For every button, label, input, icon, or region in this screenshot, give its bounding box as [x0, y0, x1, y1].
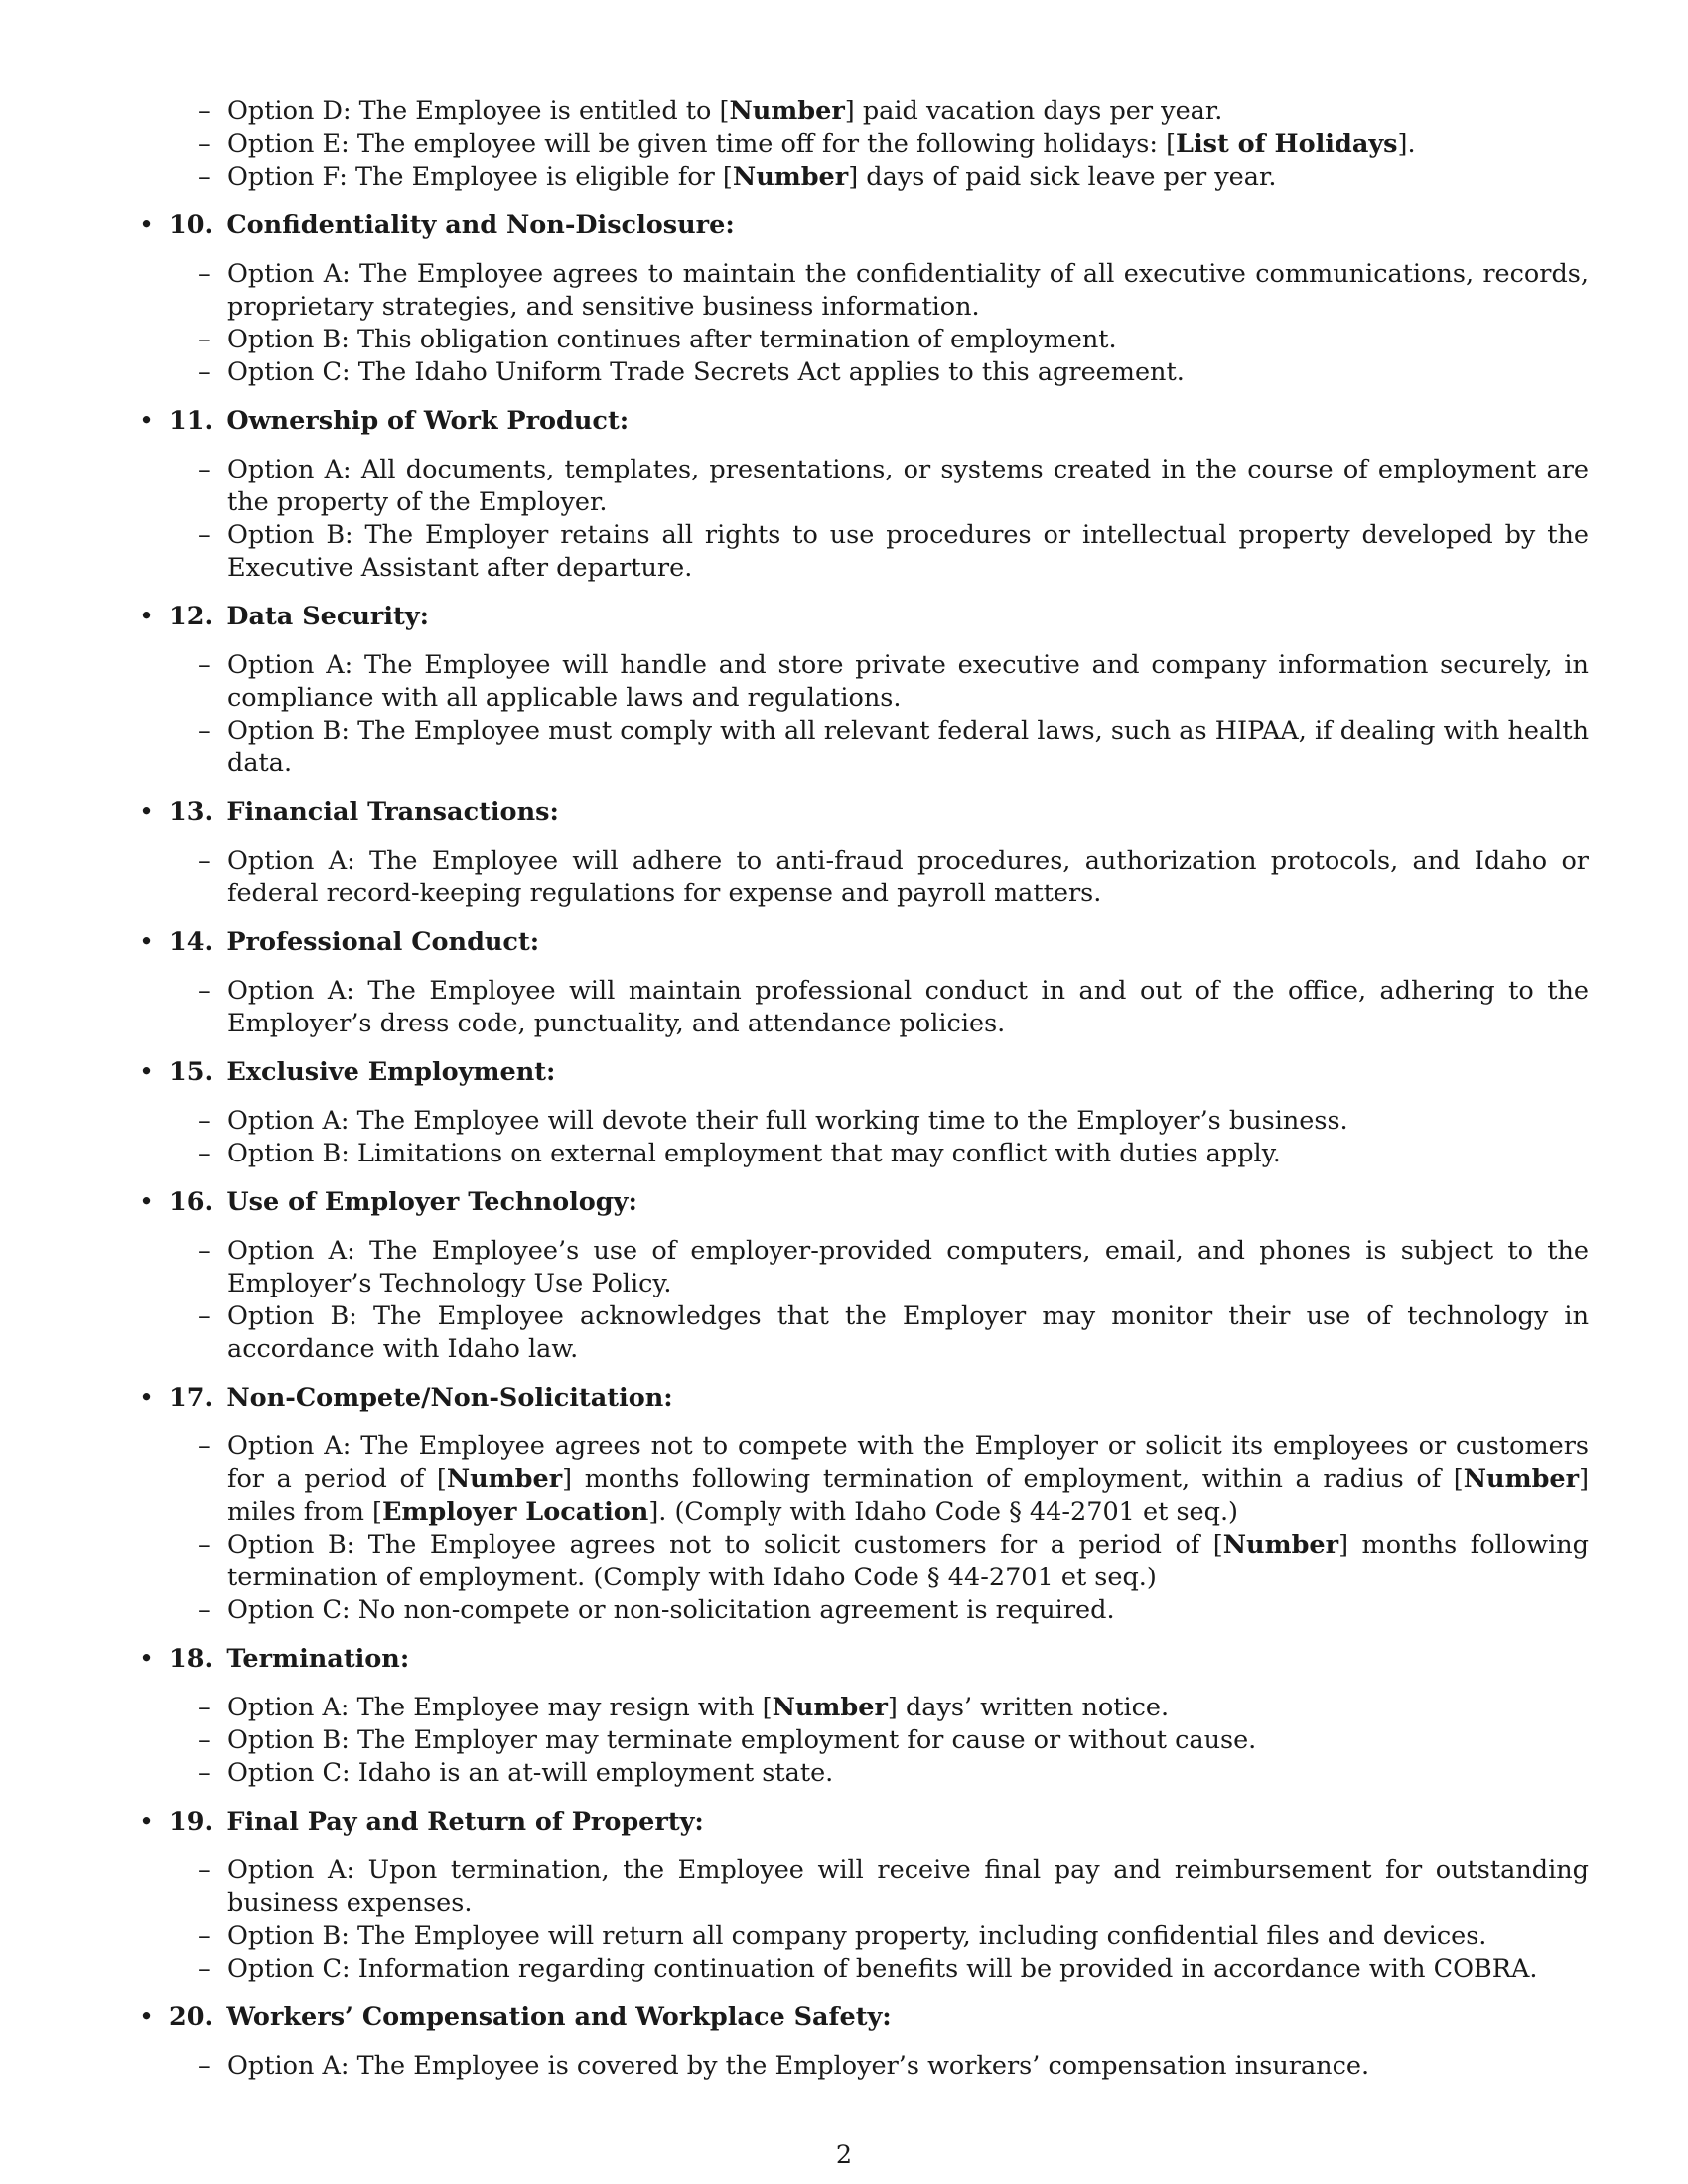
section-number: 11. [169, 406, 213, 436]
option-item [139, 649, 1589, 715]
dash-marker: – [198, 325, 211, 354]
section-heading [139, 2001, 1589, 2034]
option-item [139, 1692, 1589, 1724]
option-text: ] days’ written notice. [887, 1693, 1170, 1722]
option-text: Option B: The Employee acknowledges that the Employer may monitor their use of technology in accordance with Idaho law. [227, 1301, 1589, 1364]
option-text: Option B: The Employee agrees not to solicit customers for a period of [ [227, 1530, 1223, 1560]
dash-marker: – [198, 259, 211, 289]
placeholder-field: Employer Location [382, 1497, 649, 1527]
section-number: 17. [169, 1383, 213, 1413]
option-text: Option B: The Employer retains all rights to use procedures or intellectual property developed by the Executive Assistant after departure. [227, 520, 1589, 583]
dash-marker: – [198, 162, 211, 192]
section-title: Financial Transactions: [226, 797, 559, 827]
section-number: 14. [169, 927, 213, 957]
section-title: Use of Employer Technology: [226, 1187, 637, 1217]
section-number: 10. [169, 210, 213, 240]
section-heading [139, 1056, 1589, 1089]
section-title: Ownership of Work Product: [226, 406, 630, 436]
section-title: Exclusive Employment: [226, 1057, 556, 1087]
section-title: Workers’ Compensation and Workplace Safety: [226, 2002, 892, 2032]
bullet-marker: • [139, 1057, 155, 1087]
dash-marker: – [198, 1236, 211, 1266]
section-number: 12. [169, 602, 213, 631]
option-item [139, 1594, 1589, 1627]
option-item [139, 95, 1589, 128]
option-text: Option B: The Employee will return all company property, including confidential files and devices. [227, 1921, 1487, 1951]
section-title: Professional Conduct: [226, 927, 540, 957]
bullet-marker: • [139, 2002, 155, 2032]
option-text: Option A: The Employee will maintain professional conduct in and out of the office, adhering to the Employer’s dress code, punctuality, and attendance policies. [227, 976, 1589, 1038]
dash-marker: – [198, 1725, 211, 1755]
option-text: Option D: The Employee is entitled to [ [227, 96, 730, 126]
dash-marker: – [198, 1106, 211, 1136]
dash-marker: – [198, 1921, 211, 1951]
option-item [139, 1757, 1589, 1790]
section-heading [139, 1186, 1589, 1219]
section-heading [139, 405, 1589, 438]
dash-marker: – [198, 1301, 211, 1331]
placeholder-field: Number [729, 96, 845, 126]
option-text: Option A: The Employee agrees not to compete with the Employer or solicit its employees or customers for a period of [ [227, 1432, 1589, 1494]
page-number: 2 [835, 2140, 853, 2170]
dash-marker: – [198, 1954, 211, 1983]
option-text: ]. [1397, 129, 1416, 159]
option-item [139, 258, 1589, 324]
section-title: Non-Compete/Non-Solicitation: [226, 1383, 673, 1413]
option-item [139, 1431, 1589, 1529]
section-number: 13. [169, 797, 213, 827]
option-text: ] days of paid sick leave per year. [848, 162, 1277, 192]
option-item [139, 845, 1589, 910]
placeholder-field: Number [1463, 1464, 1580, 1494]
option-item [139, 1138, 1589, 1170]
bullet-marker: • [139, 1644, 155, 1674]
option-item [139, 519, 1589, 585]
section-number: 19. [169, 1807, 213, 1837]
option-text: Option A: All documents, templates, presentations, or systems created in the course of employment are the property of the Employer. [227, 455, 1589, 517]
option-text: Option A: The Employee is covered by the Employer’s workers’ compensation insurance. [227, 2051, 1370, 2081]
bullet-marker: • [139, 797, 155, 827]
option-item [139, 1235, 1589, 1300]
option-text: Option E: The employee will be given time off for the following holidays: [ [227, 129, 1177, 159]
option-text: Option C: No non-compete or non-solicitation agreement is required. [227, 1595, 1115, 1625]
option-item [139, 1529, 1589, 1594]
bullet-marker: • [139, 1807, 155, 1837]
option-text: Option C: Information regarding continuation of benefits will be provided in accordance with COBRA. [227, 1954, 1538, 1983]
option-text: ]. (Comply with Idaho Code § 44-2701 et seq.) [648, 1497, 1238, 1527]
option-text: Option A: The Employee may resign with [ [227, 1693, 773, 1722]
option-item [139, 975, 1589, 1040]
option-text: Option A: The Employee will devote their full working time to the Employer’s business. [227, 1106, 1348, 1136]
option-text: ] months following termination of employment, within a radius of [ [562, 1464, 1464, 1494]
section-title: Confidentiality and Non-Disclosure: [226, 210, 735, 240]
bullet-marker: • [139, 1187, 155, 1217]
dash-marker: – [198, 1693, 211, 1722]
dash-marker: – [198, 455, 211, 484]
bullet-marker: • [139, 602, 155, 631]
bullet-marker: • [139, 927, 155, 957]
option-text: Option A: The Employee will handle and store private executive and company information securely, in compliance with all applicable laws and regulations. [227, 650, 1589, 713]
option-text: Option A: The Employee’s use of employer-provided computers, email, and phones is subject to the Employer’s Technology Use Policy. [227, 1236, 1589, 1298]
option-item [139, 1300, 1589, 1366]
option-item [139, 1854, 1589, 1920]
bullet-marker: • [139, 210, 155, 240]
option-item [139, 128, 1589, 161]
section-heading [139, 601, 1589, 633]
option-text: Option B: This obligation continues after termination of employment. [227, 325, 1117, 354]
section-title: Data Security: [226, 602, 430, 631]
option-item [139, 1920, 1589, 1953]
section-heading [139, 796, 1589, 829]
section-title: Termination: [226, 1644, 410, 1674]
section-heading [139, 1806, 1589, 1839]
dash-marker: – [198, 1432, 211, 1461]
option-item [139, 324, 1589, 356]
bullet-marker: • [139, 406, 155, 436]
option-item [139, 1105, 1589, 1138]
option-item [139, 2050, 1589, 2083]
option-text: ] miles from [ [227, 1464, 1590, 1527]
option-item [139, 715, 1589, 780]
dash-marker: – [198, 650, 211, 680]
section-number: 20. [169, 2002, 213, 2032]
dash-marker: – [198, 357, 211, 387]
dash-marker: – [198, 846, 211, 876]
option-text: ] paid vacation days per year. [844, 96, 1223, 126]
option-text: Option B: Limitations on external employment that may conflict with duties apply. [227, 1139, 1281, 1168]
document-content [139, 95, 1589, 2083]
dash-marker: – [198, 976, 211, 1006]
dash-marker: – [198, 129, 211, 159]
section-number: 15. [169, 1057, 213, 1087]
option-item [139, 1724, 1589, 1757]
option-text: Option C: Idaho is an at-will employment state. [227, 1758, 834, 1788]
placeholder-field: List of Holidays [1176, 129, 1398, 159]
section-number: 18. [169, 1644, 213, 1674]
option-text: Option F: The Employee is eligible for [ [227, 162, 733, 192]
placeholder-field: Number [446, 1464, 563, 1494]
option-item [139, 1953, 1589, 1985]
dash-marker: – [198, 1855, 211, 1885]
option-text: ] months following termination of employment. (Comply with Idaho Code § 44-2701 et seq.) [227, 1530, 1589, 1592]
dash-marker: – [198, 1595, 211, 1625]
placeholder-field: Number [732, 162, 849, 192]
dash-marker: – [198, 1139, 211, 1168]
option-item [139, 454, 1589, 519]
section-heading [139, 1643, 1589, 1676]
dash-marker: – [198, 520, 211, 550]
section-heading [139, 209, 1589, 242]
placeholder-field: Number [772, 1693, 888, 1722]
bullet-marker: • [139, 1383, 155, 1413]
option-text: Option A: Upon termination, the Employee will receive final pay and reimbursement for outstanding business expenses. [227, 1855, 1589, 1918]
option-text: Option B: The Employer may terminate employment for cause or without cause. [227, 1725, 1257, 1755]
option-item [139, 356, 1589, 389]
option-text: Option A: The Employee will adhere to anti-fraud procedures, authorization protocols, and Idaho or federal record-keeping regulations for expense and payroll matters. [227, 846, 1589, 908]
dash-marker: – [198, 716, 211, 746]
section-heading [139, 1382, 1589, 1415]
dash-marker: – [198, 96, 211, 126]
option-text: Option A: The Employee agrees to maintain the confidentiality of all executive communications, records, proprietary strategies, and sensitive business information. [227, 259, 1589, 322]
placeholder-field: Number [1222, 1530, 1339, 1560]
dash-marker: – [198, 1530, 211, 1560]
option-item [139, 161, 1589, 194]
section-heading [139, 926, 1589, 959]
section-number: 16. [169, 1187, 213, 1217]
option-text: Option C: The Idaho Uniform Trade Secrets Act applies to this agreement. [227, 357, 1185, 387]
dash-marker: – [198, 2051, 211, 2081]
dash-marker: – [198, 1758, 211, 1788]
section-title: Final Pay and Return of Property: [226, 1807, 704, 1837]
option-text: Option B: The Employee must comply with all relevant federal laws, such as HIPAA, if dealing with health data. [227, 716, 1589, 778]
